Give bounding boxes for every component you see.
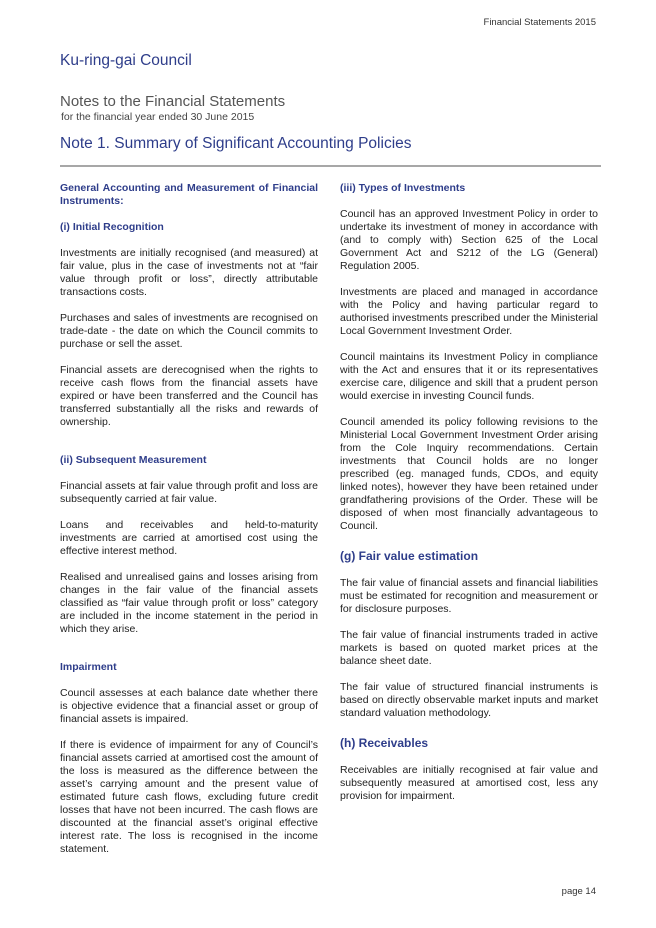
- subsection-heading: (ii) Subsequent Measurement: [60, 454, 207, 466]
- paragraph: Investments are placed and managed in accordance with the Policy and having particular regard to authorised investments prescribed under the Ministerial Local Government Investment Order.: [340, 286, 598, 337]
- paragraph: Financial assets at fair value through profit and loss are subsequently carried at fair value.: [60, 480, 318, 505]
- section-heading: (h) Receivables: [340, 736, 429, 750]
- paragraph: Council assesses at each balance date whether there is objective evidence that a financial asset or group of financial assets is impaired.: [60, 687, 318, 725]
- paragraph: Realised and unrealised gains and losses arising from changes in the fair value of the financial assets classified as “fair value through profit or loss” category are included in the income statement in the period in which they arise.: [60, 571, 318, 635]
- document-subtitle: for the financial year ended 30 June 2015: [61, 111, 255, 123]
- left-column: [60, 182, 318, 869]
- page-number: page 14: [561, 886, 596, 897]
- section-heading: General Accounting and Measurement of Financial Instruments:: [60, 182, 318, 207]
- paragraph: Investments are initially recognised (and measured) at fair value, plus in the case of investments not at “fair value through profit or loss”, directly attributable transactions costs.: [60, 247, 318, 298]
- subsection-heading: (iii) Types of Investments: [340, 182, 466, 194]
- note-heading: Note 1. Summary of Significant Accounting Policies: [60, 135, 412, 152]
- paragraph: The fair value of financial assets and financial liabilities must be estimated for recognition and measurement or for disclosure purposes.: [340, 577, 598, 615]
- paragraph: Purchases and sales of investments are recognised on trade-date - the date on which the Council commits to purchase or sell the asset.: [60, 312, 318, 350]
- running-header: Financial Statements 2015: [483, 17, 596, 28]
- paragraph: Receivables are initially recognised at fair value and subsequently measured at amortised cost, less any provision for impairment.: [340, 764, 598, 802]
- paragraph: Council has an approved Investment Policy in order to undertake its investment of money in accordance with (and to comply with) Section 625 of the Local Government Act and S212 of the LG (General) Regulation 2005.: [340, 208, 598, 272]
- subsection-heading: Impairment: [60, 661, 117, 673]
- paragraph: The fair value of financial instruments traded in active markets is based on quoted market prices at the balance sheet date.: [340, 629, 598, 667]
- paragraph: Council maintains its Investment Policy in compliance with the Act and ensures that it or its representatives exercise care, diligence and skill that a prudent person would exercise in investing Council funds.: [340, 351, 598, 402]
- paragraph: Financial assets are derecognised when the rights to receive cash flows from the financial assets have expired or have been transferred and the Council has transferred substantially all the risks and rewards of ownership.: [60, 364, 318, 428]
- section-heading: (g) Fair value estimation: [340, 549, 479, 563]
- right-column: [340, 182, 598, 816]
- divider: [60, 165, 601, 167]
- paragraph: Loans and receivables and held-to-maturity investments are carried at amortised cost using the effective interest method.: [60, 519, 318, 557]
- paragraph: Council amended its policy following revisions to the Ministerial Local Government Investment Order arising from the Cole Inquiry recommendations. Certain investments that Council holds are no longer prescribed (eg. managed funds, CDOs, and equity linked notes), however they have been retained under grandfathering provisions of the Order. These will be disposed of when most financially advantageous to Council.: [340, 416, 598, 532]
- paragraph: If there is evidence of impairment for any of Council’s financial assets carried at amortised cost the amount of the loss is measured as the difference between the asset’s carrying amount and the present value of estimated future cash flows, excluding future credit losses that have not been incurred. The cash flows are discounted at the financial asset’s original effective interest rate. The loss is recognised in the income statement.: [60, 739, 318, 855]
- document-title: Notes to the Financial Statements: [60, 93, 286, 110]
- organisation-name: Ku-ring-gai Council: [60, 52, 192, 69]
- subsection-heading: (i) Initial Recognition: [60, 221, 164, 233]
- paragraph: The fair value of structured financial instruments is based on directly observable market inputs and market standard valuation methodology.: [340, 681, 598, 719]
